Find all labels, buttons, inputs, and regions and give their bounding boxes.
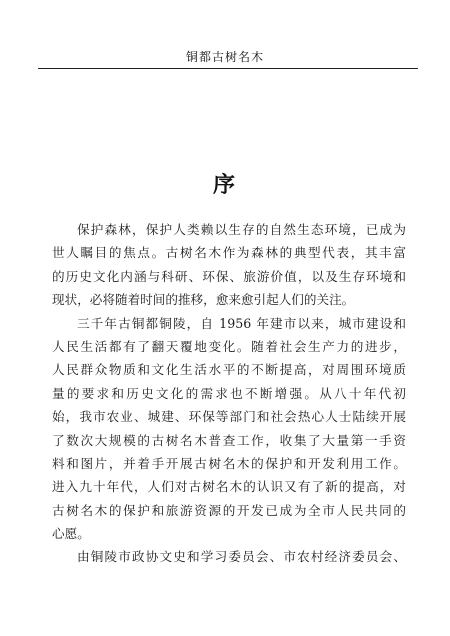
section-title: 序 (212, 172, 237, 198)
header-rule (38, 68, 418, 69)
body-text (52, 218, 406, 569)
paragraph-1 (52, 218, 406, 312)
text-line: 由铜陵市政协文史和学习委员会、市农村经济委员会、 (77, 549, 406, 565)
text-line: 人民群众物质和文化生活水平的不断提高，对周围环境质 (52, 362, 406, 378)
text-line: 心愿。 (52, 526, 90, 542)
text-line: 进入九十年代，人们对古树名木的认识又有了新的提高，对 (52, 479, 406, 495)
text-line: 世人瞩目的焦点。古树名木作为森林的典型代表，其丰富 (52, 245, 406, 261)
running-header: 铜都古树名木 (185, 50, 264, 64)
text-line: 古树名木的保护和旅游资源的开发已成为全市人民共同的 (52, 502, 406, 518)
text-line: 量的要求和历史文化的需求也不断增强。从八十年代初 (52, 385, 406, 401)
paragraph-2 (52, 312, 406, 546)
text-line: 三千年古铜都铜陵，自 1956 年建市以来，城市建设和 (77, 315, 406, 331)
text-line: 人民生活都有了翻天覆地变化。随着社会生产力的进步， (52, 338, 406, 354)
paragraph-3 (52, 545, 406, 568)
text-line: 的历史文化内涵与科研、环保、旅游价值，以及生存环境和 (52, 268, 406, 284)
text-line: 始，我市农业、城建、环保等部门和社会热心人士陆续开展 (52, 409, 406, 425)
text-line: 保护森林，保护人类赖以生存的自然生态环境，已成为 (77, 222, 406, 237)
text-line: 现状，必将随着时间的推移，愈来愈引起人们的关注。 (52, 292, 355, 308)
text-line: 了数次大规模的古树名木普查工作，收集了大量第一手资 (52, 432, 406, 448)
text-line: 料和图片，并着手开展古树名木的保护和开发利用工作。 (52, 455, 406, 471)
